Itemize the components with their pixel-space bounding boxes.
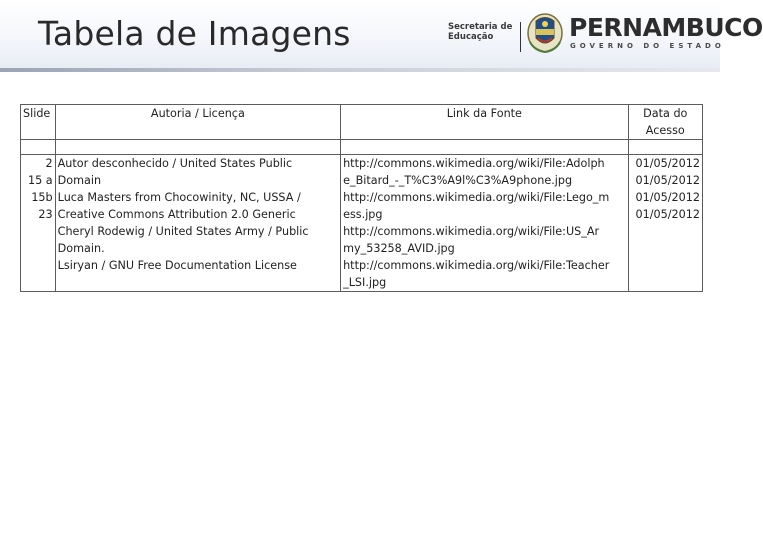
source-link[interactable]: http://commons.wikimedia.org/wiki/File:Teacher — [343, 259, 610, 272]
header-autoria: Autoria / Licença — [55, 105, 340, 140]
access-date: 01/05/2012 — [635, 208, 700, 221]
slide-number: 15 a — [28, 174, 53, 187]
source-link[interactable]: _LSI.jpg — [343, 276, 387, 289]
table-row — [21, 155, 703, 292]
slide-title: Tabela de Imagens — [38, 14, 351, 53]
header-link: Link da Fonte — [341, 105, 628, 140]
author-line: Creative Commons Attribution 2.0 Generic — [57, 208, 296, 221]
secretaria-logo-line2: Educação — [448, 32, 494, 42]
pernambuco-wordmark: PERNAMBUCO — [569, 13, 763, 42]
slide-number: 15b — [31, 191, 53, 204]
secretaria-logo — [448, 22, 521, 52]
author-line: Luca Masters from Chocowinity, NC, USSA / — [57, 191, 301, 204]
header-data-acesso — [628, 105, 702, 140]
slide-number: 2 — [45, 157, 53, 170]
governo-do-estado-label: GOVERNO DO ESTADO — [570, 42, 725, 50]
header-divider — [0, 68, 720, 72]
table-header-row — [21, 105, 703, 140]
table-spacer-row — [21, 140, 703, 155]
author-line: Lsiryan / GNU Free Documentation License — [57, 259, 297, 272]
author-line: Domain. — [57, 242, 105, 255]
slide-numbers-cell — [21, 155, 56, 292]
secretaria-logo-line1: Secretaria de — [448, 22, 513, 32]
source-link[interactable]: e_Bitard_-_T%C3%A9l%C3%A9phone.jpg — [343, 174, 573, 187]
header-data-line1: Data do — [643, 107, 688, 120]
source-link[interactable]: ess.jpg — [343, 208, 383, 221]
state-coat-of-arms-icon — [526, 12, 564, 54]
access-date: 01/05/2012 — [635, 174, 700, 187]
author-line: Domain — [57, 174, 102, 187]
image-credits-table — [20, 104, 703, 292]
author-line: Cheryl Rodewig / United States Army / Public — [57, 225, 309, 238]
dates-cell — [628, 155, 702, 292]
source-link[interactable]: http://commons.wikimedia.org/wiki/File:Lego_m — [343, 191, 610, 204]
source-link[interactable]: my_53258_AVID.jpg — [343, 242, 455, 255]
access-date: 01/05/2012 — [635, 191, 700, 204]
source-link[interactable]: http://commons.wikimedia.org/wiki/File:US_Ar — [343, 225, 600, 238]
source-link[interactable]: http://commons.wikimedia.org/wiki/File:Adolph — [343, 157, 605, 170]
header-slide: Slide — [21, 105, 56, 140]
header-data-line2: Acesso — [645, 124, 685, 137]
authors-cell — [55, 155, 340, 292]
links-cell — [341, 155, 628, 292]
slide-number: 23 — [38, 208, 53, 221]
access-date: 01/05/2012 — [635, 157, 700, 170]
author-line: Autor desconhecido / United States Public — [57, 157, 293, 170]
